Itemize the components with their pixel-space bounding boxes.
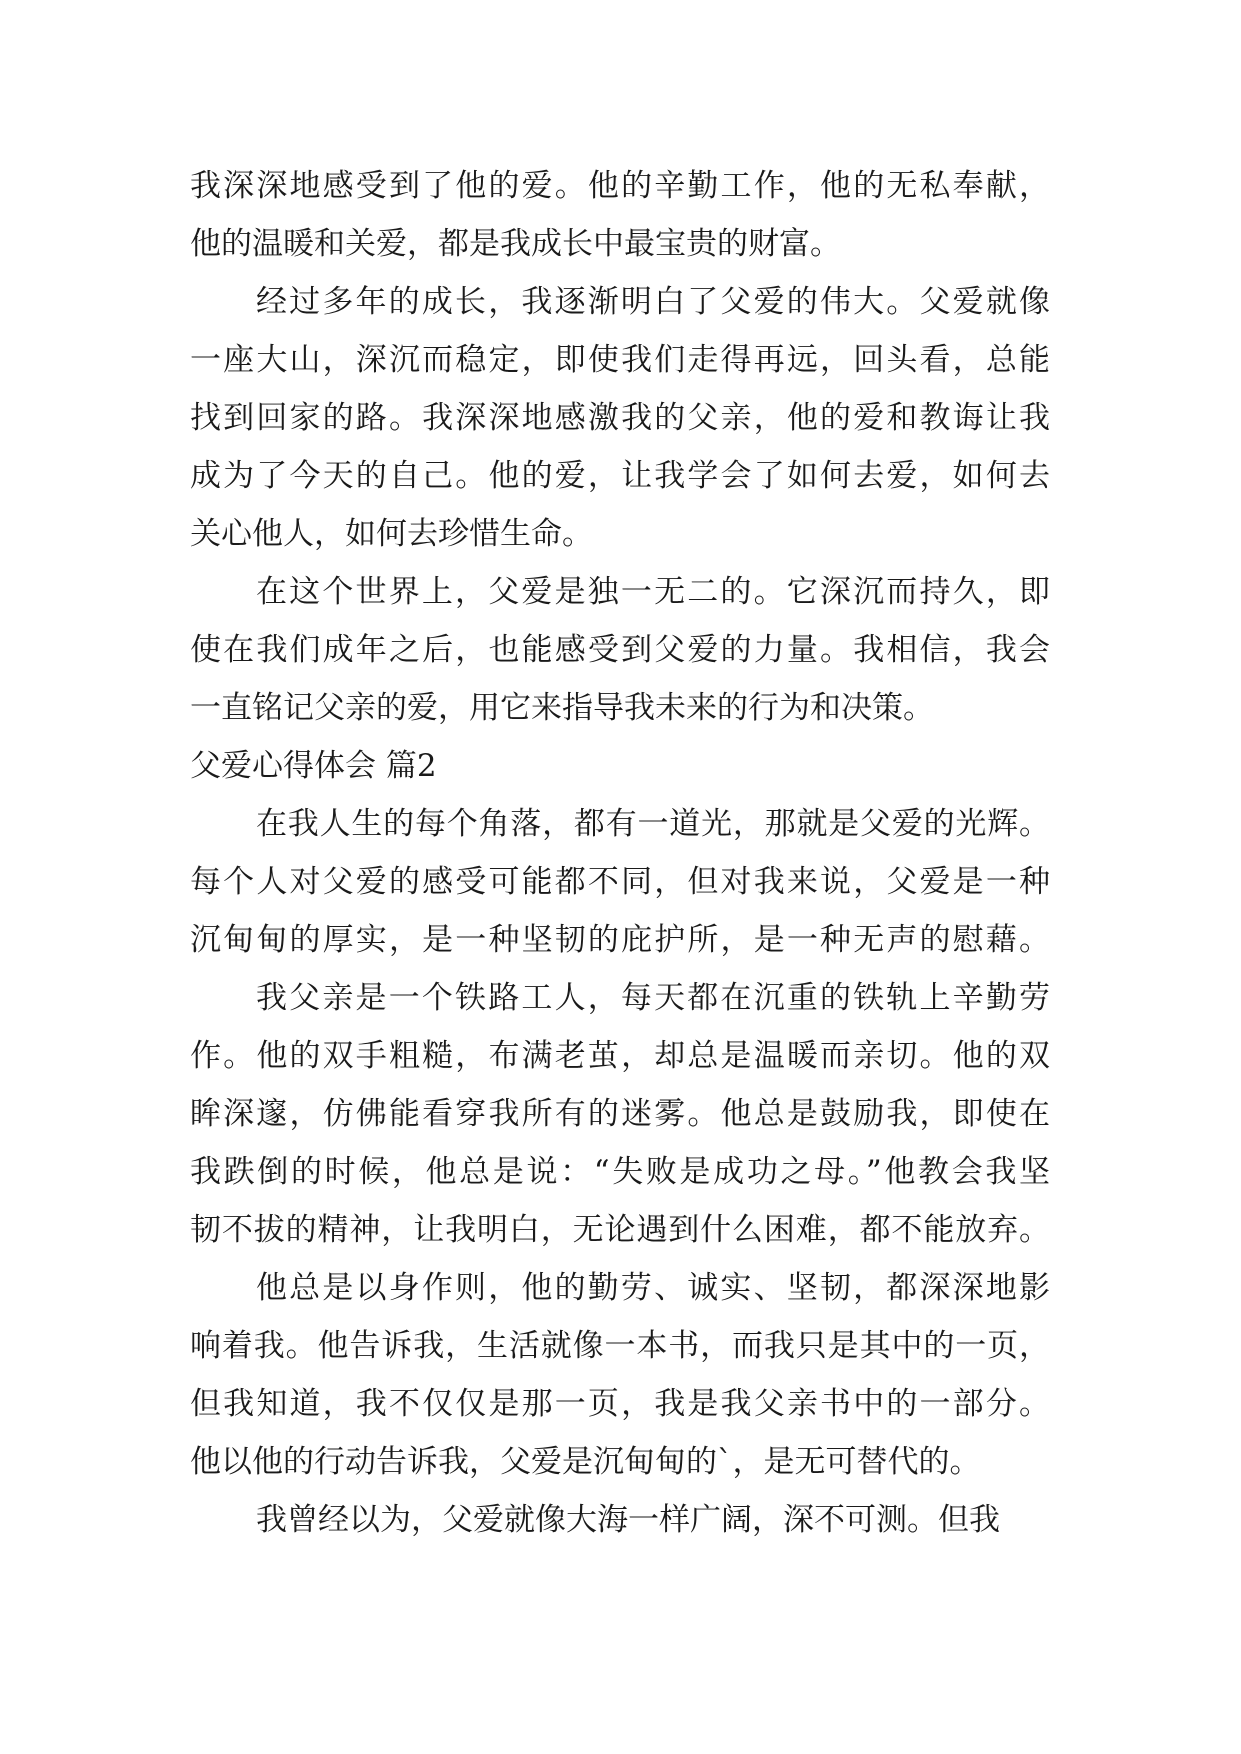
text-line: 一直铭记父亲的爱，用它来指导我未来的行为和决策。 — [190, 690, 934, 726]
text-line: 每个人对父爱的感受可能都不同，但对我来说，父爱是一种 — [190, 864, 1050, 900]
text-line: 他以他的行动告诉我，父爱是沉甸甸的`，是无可替代的。 — [190, 1444, 981, 1480]
paragraph-first-line: 经过多年的成长，我逐渐明白了父爱的伟大。父爱就像 — [256, 284, 1050, 320]
text-line: 响着我。他告诉我，生活就像一本书，而我只是其中的一页， — [190, 1328, 1050, 1364]
paragraph-first-line: 他总是以身作则，他的勤劳、诚实、坚韧，都深深地影 — [256, 1270, 1050, 1306]
text-line: 眸深邃，仿佛能看穿我所有的迷雾。他总是鼓励我，即使在 — [190, 1096, 1050, 1132]
text-line: 他的温暖和关爱，都是我成长中最宝贵的财富。 — [190, 226, 841, 262]
paragraph-first-line: 在这个世界上，父爱是独一无二的。它深沉而持久，即 — [256, 574, 1050, 610]
text-line: 我跌倒的时候，他总是说：“失败是成功之母。”他教会我坚 — [190, 1154, 1050, 1190]
document-page — [190, 157, 1050, 1549]
text-line: 沉甸甸的厚实，是一种坚韧的庇护所，是一种无声的慰藉。 — [190, 922, 1050, 958]
text-line: 一座大山，深沉而稳定，即使我们走得再远，回头看，总能 — [190, 342, 1050, 378]
paragraph-first-line: 我曾经以为，父爱就像大海一样广阔，深不可测。但我 — [256, 1502, 1000, 1538]
text-line: 使在我们成年之后，也能感受到父爱的力量。我相信，我会 — [190, 632, 1050, 668]
text-line: 成为了今天的自己。他的爱，让我学会了如何去爱，如何去 — [190, 458, 1050, 494]
paragraph-first-line: 在我人生的每个角落，都有一道光，那就是父爱的光辉。 — [256, 806, 1050, 842]
text-line: 但我知道，我不仅仅是那一页，我是我父亲书中的一部分。 — [190, 1386, 1050, 1422]
text-line: 韧不拔的精神，让我明白，无论遇到什么困难，都不能放弃。 — [190, 1212, 1050, 1248]
text-line: 关心他人，如何去珍惜生命。 — [190, 516, 593, 552]
text-line: 我深深地感受到了他的爱。他的辛勤工作，他的无私奉献， — [190, 168, 1050, 204]
text-line: 找到回家的路。我深深地感激我的父亲，他的爱和教诲让我 — [190, 400, 1050, 436]
text-line: 作。他的双手粗糙，布满老茧，却总是温暖而亲切。他的双 — [190, 1038, 1050, 1074]
section-heading: 父爱心得体会 篇2 — [190, 748, 437, 784]
paragraph-first-line: 我父亲是一个铁路工人，每天都在沉重的铁轨上辛勤劳 — [256, 980, 1050, 1016]
